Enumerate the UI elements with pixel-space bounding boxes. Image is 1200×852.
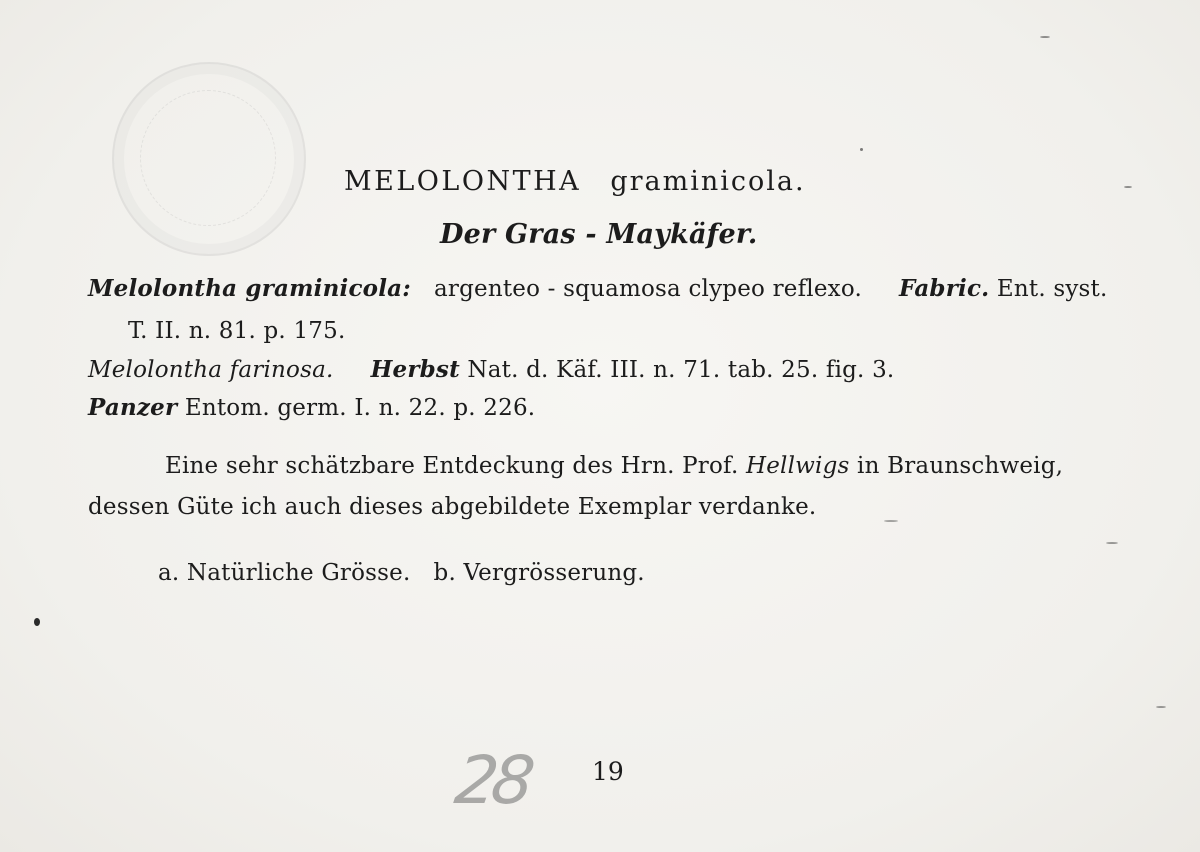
species-title — [344, 166, 806, 197]
ink-speck — [1040, 36, 1050, 38]
figure-caption — [158, 560, 645, 586]
german-common-name: Der Gras - Maykäfer. — [440, 219, 758, 250]
synonym-line-2 — [128, 318, 345, 344]
synonym-line-3 — [88, 356, 894, 383]
caption-b: b. Vergrösserung. — [433, 560, 645, 586]
synonym-reference: T. II. n. 81. p. 175. — [128, 318, 346, 344]
synonym-author: Herbst — [370, 356, 460, 383]
ink-speck — [1106, 542, 1118, 544]
synonym-name: Melolontha farinosa. — [88, 357, 334, 383]
synonym-line-1 — [88, 275, 1108, 302]
genus-name: MELOLONTHA — [344, 166, 582, 197]
synonym-name: Melolontha graminicola: — [88, 275, 411, 302]
library-stamp-faded — [112, 62, 306, 256]
ink-speck — [34, 618, 40, 626]
pencil-annotation: 28 — [450, 742, 534, 819]
synonym-reference: Entom. germ. I. n. 22. p. 226. — [184, 395, 536, 421]
synonym-description: argenteo - squamosa clypeo reflexo. — [433, 276, 863, 302]
paragraph-text: in Braunschweig, — [857, 453, 1064, 479]
page-number: 19 — [592, 757, 624, 786]
synonym-reference: Nat. d. Käf. III. n. 71. tab. 25. fig. 3. — [467, 357, 895, 383]
species-name: graminicola. — [610, 166, 806, 197]
synonym-line-4 — [88, 394, 535, 421]
caption-a: a. Natürliche Grösse. — [158, 560, 411, 586]
library-stamp-inner-ring — [140, 90, 276, 226]
ink-speck — [1124, 186, 1132, 188]
ink-speck — [884, 520, 898, 522]
ink-speck — [860, 148, 863, 151]
person-name: Hellwigs — [745, 453, 850, 479]
synonym-author: Panzer — [88, 394, 178, 421]
synonym-author: Fabric. — [899, 275, 990, 302]
paragraph-text: Eine sehr schätzbare Entdeckung des Hrn. Prof. — [165, 453, 739, 479]
paragraph-line-1 — [165, 453, 1063, 479]
ink-speck — [1156, 706, 1166, 708]
synonym-reference: Ent. syst. — [996, 276, 1108, 302]
paragraph-line-2: dessen Güte ich auch dieses abgebildete Exemplar verdanke. — [88, 494, 817, 520]
